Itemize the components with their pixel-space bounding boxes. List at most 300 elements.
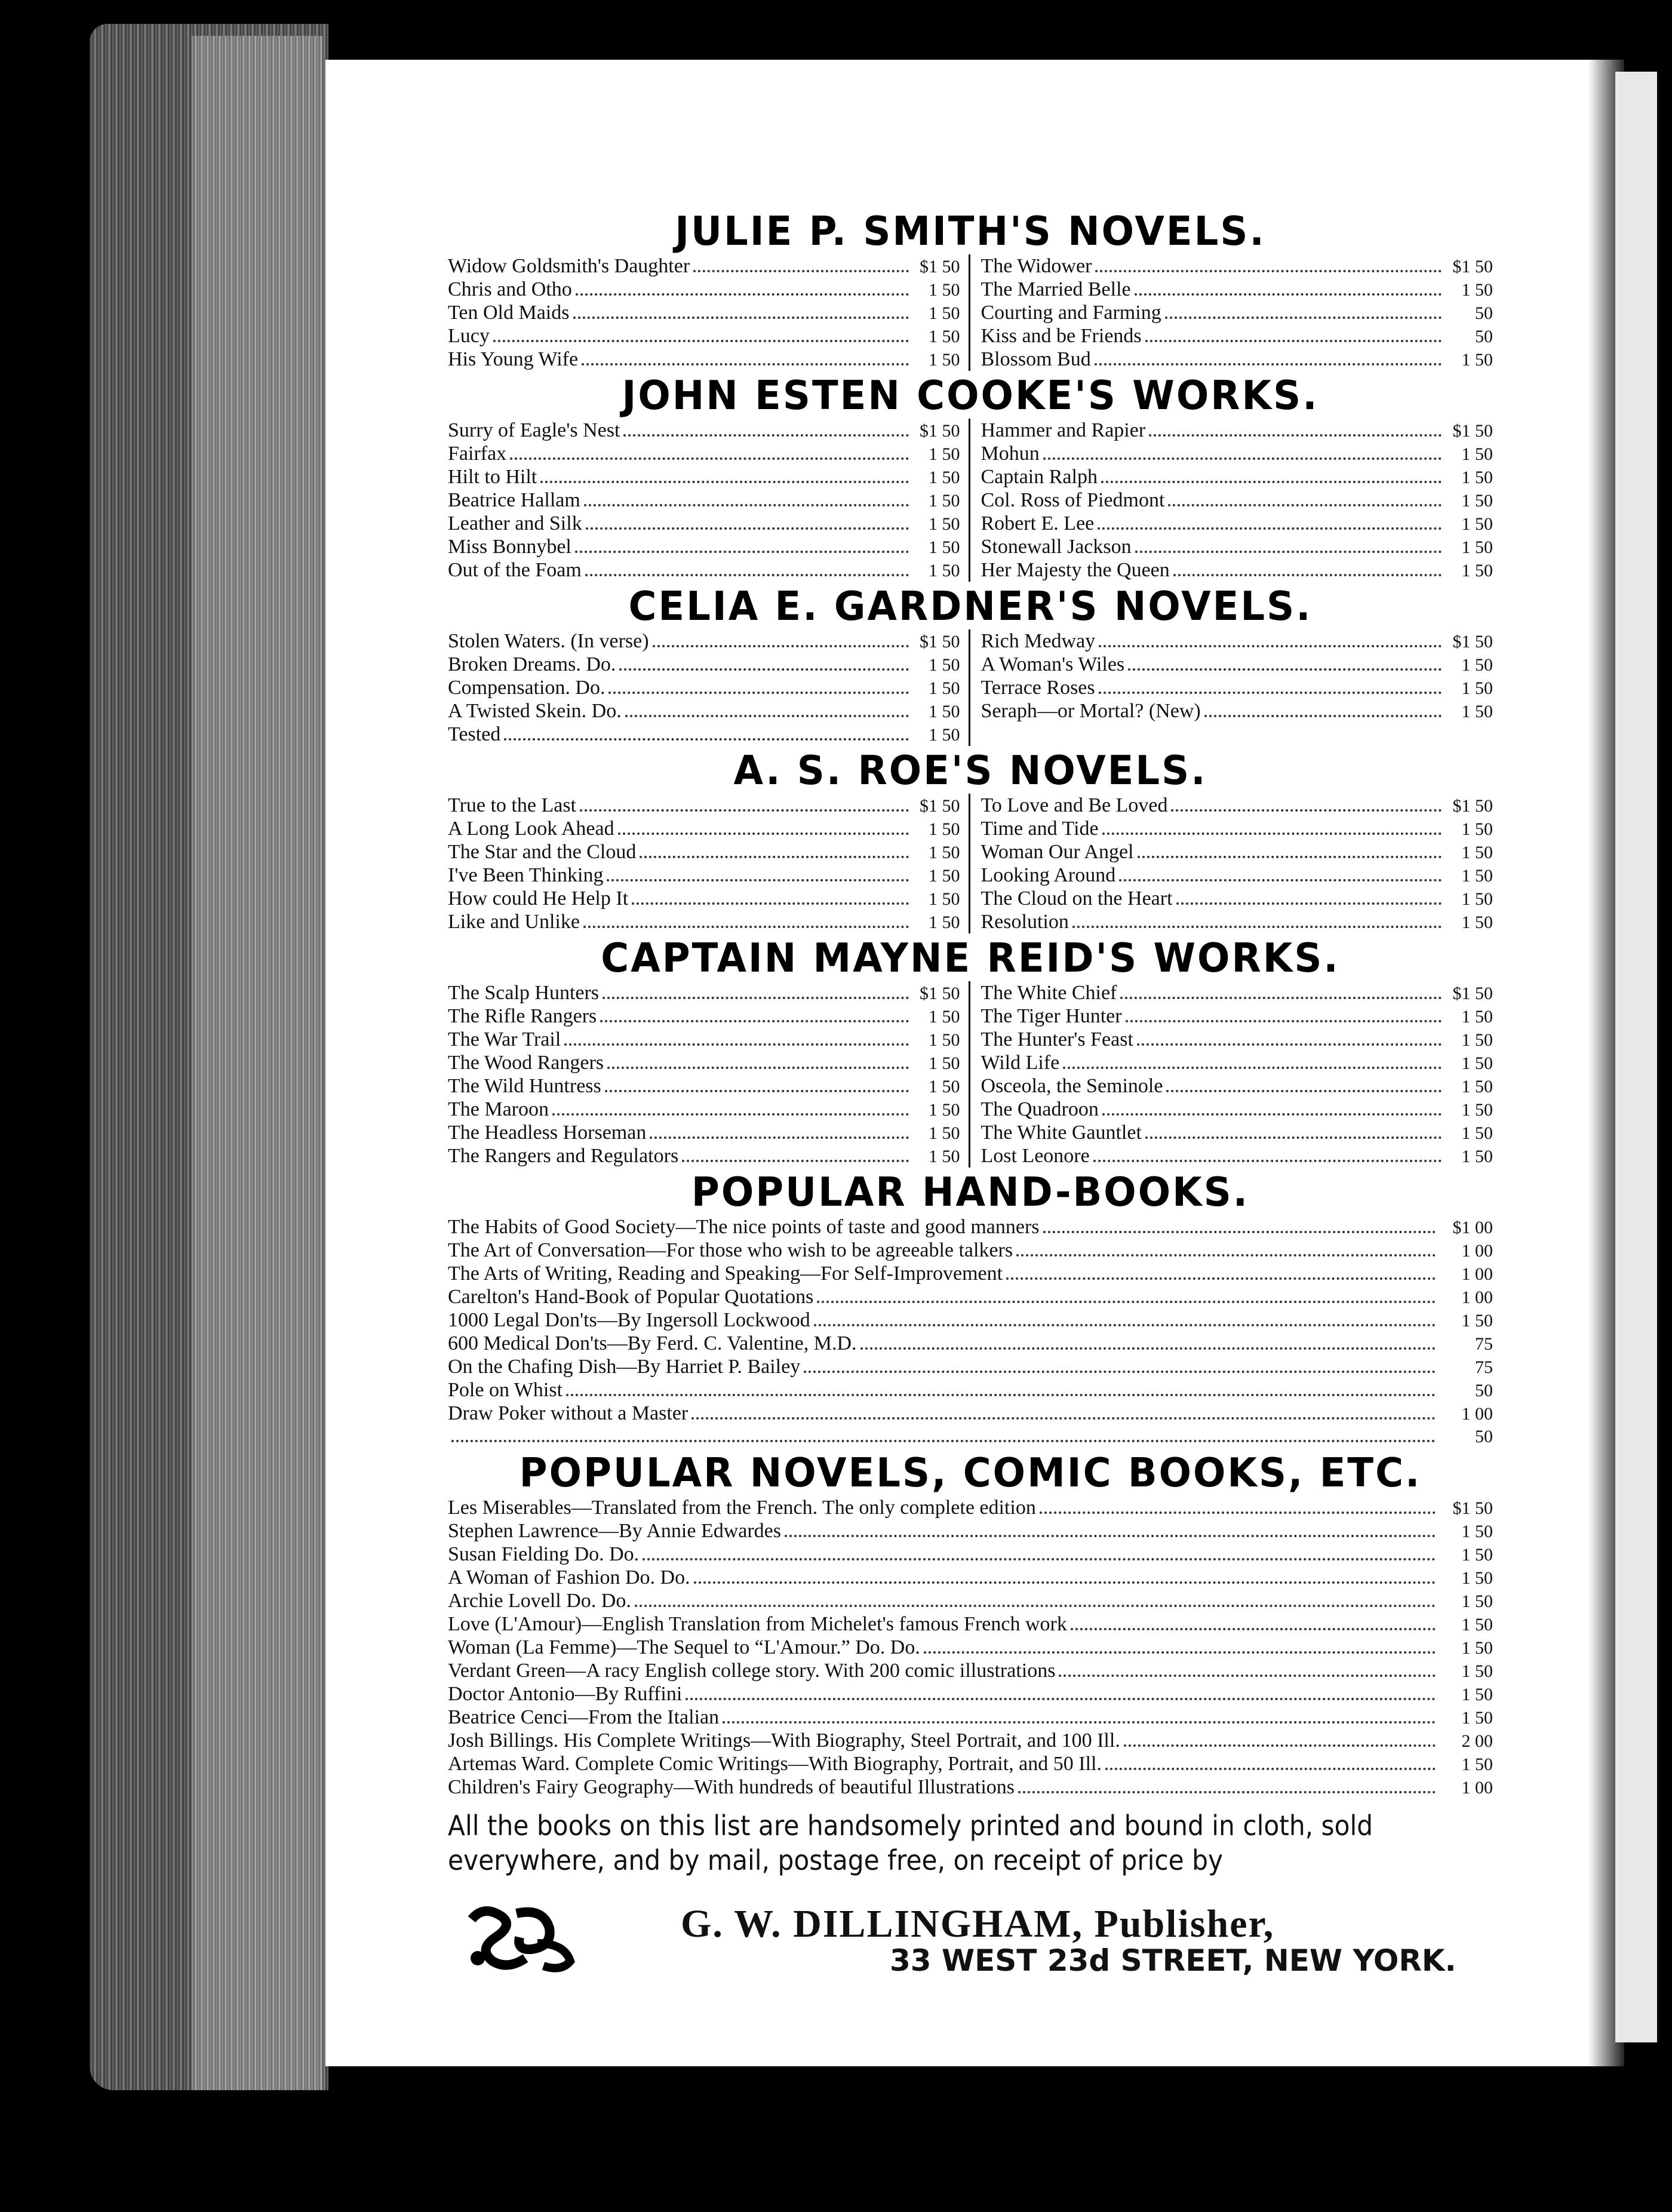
book-title: Beatrice Hallam [448, 489, 580, 511]
book-title: Verdant Green—A racy English college story. With 200 comic illustrations [448, 1660, 1056, 1682]
left-column [448, 981, 970, 1168]
dot-leader [640, 856, 908, 858]
dot-leader [504, 738, 908, 741]
dot-leader [566, 1394, 1436, 1396]
list-item [448, 1098, 960, 1121]
list-item [448, 1144, 960, 1168]
book-title: Her Majesty the Queen [981, 559, 1170, 581]
book-title: The Habits of Good Society—The nice points of taste and good manners [448, 1216, 1040, 1238]
book-price: 1 50 [929, 1030, 960, 1050]
book-price: 1 50 [1461, 913, 1493, 932]
list-item [448, 1775, 1493, 1799]
dot-leader [1101, 481, 1442, 483]
book-title: Carelton's Hand-Book of Popular Quotations [448, 1286, 814, 1308]
dot-leader [1099, 645, 1442, 647]
book-title: The Rifle Rangers [448, 1005, 597, 1027]
book-title: Surry of Eagle's Nest [448, 419, 620, 441]
book-price: 1 50 [929, 1077, 960, 1096]
dot-leader [723, 1721, 1436, 1723]
list-item [448, 653, 960, 676]
book-title: Artemas Ward. Complete Comic Writings—With Biography, Portrait, and 50 Ill. [448, 1753, 1102, 1775]
book-title: Woman (La Femme)—The Sequel to “L'Amour.” Do. Do. [448, 1636, 920, 1658]
author-section [448, 209, 1493, 371]
list-item [981, 535, 1493, 558]
book-price: 1 50 [1461, 1100, 1493, 1120]
book-price: 1 50 [929, 468, 960, 487]
two-column-list [448, 419, 1493, 582]
dot-leader [1043, 1231, 1436, 1233]
book-title: Woman Our Angel [981, 841, 1134, 863]
dot-leader [1176, 902, 1442, 905]
list-item [448, 1496, 1493, 1519]
book-title: Captain Ralph [981, 466, 1098, 488]
book-title: Hilt to Hilt [448, 466, 537, 488]
list-item [981, 864, 1493, 887]
list-item [981, 348, 1493, 371]
book-price: 1 00 [1461, 1404, 1493, 1424]
right-column [981, 419, 1493, 582]
dot-leader [1137, 1043, 1442, 1046]
list-item [448, 1074, 960, 1098]
section-heading: CAPTAIN MAYNE REID'S WORKS. [601, 935, 1340, 982]
book-title: The Quadroon [981, 1098, 1099, 1120]
right-column [981, 794, 1493, 933]
book-title: Les Miserables—Translated from the French. The only complete edition [448, 1497, 1036, 1519]
dot-leader [1016, 1254, 1436, 1256]
list-item [448, 629, 960, 653]
book-title: The Star and the Cloud [448, 841, 637, 863]
dot-leader [510, 457, 908, 460]
dot-leader [1059, 1675, 1436, 1677]
book-price: 1 50 [929, 350, 960, 370]
book-price: 1 50 [929, 1123, 960, 1143]
dot-leader [1105, 1768, 1436, 1770]
dot-leader [785, 1535, 1436, 1537]
book-price: $1 50 [1452, 257, 1493, 276]
list-item [448, 1706, 1493, 1729]
dot-leader [1063, 1067, 1442, 1069]
book-title: Rich Medway [981, 630, 1096, 652]
book-price: 1 50 [929, 702, 960, 721]
book-title: The Rangers and Regulators [448, 1145, 679, 1167]
book-price: 1 50 [1461, 537, 1493, 557]
book-price: $1 50 [920, 421, 960, 441]
book-price: 1 50 [1461, 1311, 1493, 1331]
dot-leader [1128, 668, 1442, 671]
book-price: 1 50 [929, 889, 960, 909]
list-item [981, 558, 1493, 582]
list-item [448, 699, 960, 723]
list-item [448, 1636, 1493, 1659]
dot-leader [603, 997, 908, 999]
list-item [448, 1402, 1493, 1425]
dot-leader [650, 1136, 908, 1139]
dot-leader [1071, 1628, 1436, 1630]
section-heading: POPULAR NOVELS, COMIC BOOKS, ETC. [519, 1450, 1422, 1497]
dot-leader [1006, 1277, 1436, 1280]
book-price: 50 [1475, 1381, 1493, 1400]
right-column [981, 254, 1493, 371]
dot-leader [1095, 270, 1442, 272]
dot-leader [583, 926, 909, 928]
list-item [981, 1004, 1493, 1028]
two-column-list [448, 629, 1493, 746]
list-item [448, 1659, 1493, 1682]
list-item [981, 1098, 1493, 1121]
book-title: Looking Around [981, 864, 1116, 886]
book-price: 1 00 [1461, 1778, 1493, 1798]
dot-leader [608, 692, 908, 694]
dot-leader [1040, 1511, 1436, 1514]
book-price: 1 50 [1461, 866, 1493, 886]
list-item [448, 254, 960, 278]
list-item [448, 1519, 1493, 1543]
book-title: The Hunter's Feast [981, 1028, 1133, 1050]
book-title: Hammer and Rapier [981, 419, 1146, 441]
section-heading: A. S. ROE'S NOVELS. [733, 748, 1207, 794]
list-item [981, 817, 1493, 840]
list-item [448, 1612, 1493, 1636]
right-column [981, 981, 1493, 1168]
list-item [448, 1262, 1493, 1285]
book-title: True to the Last [448, 794, 577, 816]
book-price: $1 50 [1452, 421, 1493, 441]
list-item [981, 629, 1493, 653]
list-item [448, 1425, 1493, 1448]
list-item [981, 840, 1493, 864]
list-item [448, 1028, 960, 1051]
book-title: Like and Unlike [448, 911, 580, 933]
book-price: 1 50 [1461, 1755, 1493, 1774]
book-title: Stephen Lawrence—By Annie Edwardes [448, 1520, 781, 1542]
book-price: 50 [1475, 327, 1493, 346]
list-item [981, 1144, 1493, 1168]
book-price: 1 50 [929, 303, 960, 323]
list-item [981, 442, 1493, 465]
list-item [448, 465, 960, 489]
list-item [981, 278, 1493, 301]
book-price: 1 50 [1461, 561, 1493, 580]
book-price: 1 50 [929, 280, 960, 300]
dot-leader [1168, 504, 1442, 506]
list-item [448, 794, 960, 817]
dot-leader [691, 1417, 1436, 1420]
book-title: On the Chafing Dish—By Harriet P. Bailey [448, 1356, 801, 1378]
book-price: 1 50 [929, 1147, 960, 1166]
book-price: 1 00 [1461, 1288, 1493, 1307]
dot-leader [1135, 293, 1442, 296]
list-item [448, 910, 960, 933]
book-title: The Widower [981, 255, 1092, 277]
list-item [981, 1028, 1493, 1051]
book-price: 75 [1475, 1334, 1493, 1354]
list-item [448, 887, 960, 910]
book-title: The Maroon [448, 1098, 549, 1120]
book-price: 1 50 [929, 913, 960, 932]
dot-leader [575, 551, 909, 553]
book-price: 1 50 [1461, 889, 1493, 909]
book-price: 1 50 [929, 655, 960, 675]
two-column-list [448, 794, 1493, 933]
book-price: 1 50 [1461, 1077, 1493, 1096]
book-title: Tested [448, 723, 501, 745]
dot-leader [584, 504, 909, 506]
footer-note: All the books on this list are handsomely printed and bound in cloth, sold everywhere, and by mail, postage free, on receipt of price by [448, 1809, 1373, 1876]
list-item [448, 1566, 1493, 1589]
dot-leader [623, 434, 908, 437]
two-column-list [448, 981, 1493, 1168]
list-item [448, 1215, 1493, 1239]
book-title: Ten Old Maids [448, 302, 570, 324]
dot-leader [564, 1043, 908, 1046]
book-price: 1 50 [1461, 1053, 1493, 1073]
dot-leader [618, 832, 909, 835]
author-section [448, 936, 1493, 1168]
dot-leader [860, 1347, 1436, 1350]
book-title: How could He Help It [448, 887, 629, 910]
book-price: 1 50 [1461, 702, 1493, 721]
book-title: A Long Look Ahead [448, 818, 614, 840]
book-title: The Tiger Hunter [981, 1005, 1122, 1027]
book-title: Doctor Antonio—By Ruffini [448, 1683, 683, 1705]
book-price: 1 50 [1461, 655, 1493, 675]
book-price: 1 50 [929, 491, 960, 511]
list-item [981, 1074, 1493, 1098]
list-item [448, 981, 960, 1004]
book-title: Widow Goldsmith's Daughter [448, 255, 690, 277]
book-price: 50 [1475, 1427, 1493, 1446]
book-title: Blossom Bud [981, 348, 1091, 370]
list-item [448, 1308, 1493, 1332]
dot-leader [576, 293, 909, 296]
list-item [448, 817, 960, 840]
book-price: 1 50 [1461, 444, 1493, 464]
left-column [448, 794, 970, 933]
handbook-list [448, 1215, 1493, 1448]
book-title: Lucy [448, 325, 490, 347]
dot-leader [635, 1605, 1436, 1607]
author-section [448, 748, 1493, 933]
list-item [448, 1543, 1493, 1566]
list-item [981, 324, 1493, 348]
book-price: 1 50 [929, 1100, 960, 1120]
book-price: 1 50 [1461, 819, 1493, 839]
book-title: Robert E. Lee [981, 512, 1095, 534]
dot-leader [643, 1558, 1436, 1560]
book-price: 1 50 [929, 866, 960, 886]
book-title: Pole on Whist [448, 1379, 563, 1401]
dot-leader [625, 715, 909, 717]
book-title: Love (L'Amour)—English Translation from Michelet's famous French work [448, 1613, 1067, 1635]
list-item [981, 653, 1493, 676]
book-price: 1 50 [1461, 1522, 1493, 1541]
book-title: Time and Tide [981, 818, 1099, 840]
book-title: The Arts of Writing, Reading and Speaking—For Self-Improvement [448, 1262, 1003, 1285]
dot-leader [814, 1324, 1436, 1326]
book-price: 1 50 [1461, 1147, 1493, 1166]
dot-leader [451, 1440, 1436, 1442]
book-price: 1 50 [929, 1053, 960, 1073]
author-section [448, 373, 1493, 582]
dot-leader [585, 574, 909, 576]
book-title: Lost Leonore [981, 1145, 1090, 1167]
book-price: 1 50 [1461, 1592, 1493, 1611]
list-item [448, 1004, 960, 1028]
book-price: 1 50 [1461, 1685, 1493, 1704]
section-heading: JULIE P. SMITH'S NOVELS. [675, 208, 1266, 255]
book-title: The Wild Huntress [448, 1075, 601, 1097]
publisher-address: 33 WEST 23d STREET, NEW YORK. [890, 1943, 1456, 1978]
book-price: 1 50 [929, 514, 960, 534]
book-title: The Cloud on the Heart [981, 887, 1173, 910]
book-title: I've Been Thinking [448, 864, 604, 886]
publisher-monogram-icon [460, 1901, 579, 1973]
book-title: Mohun [981, 443, 1040, 465]
book-title: Josh Billings. His Complete Writings—With Biography, Steel Portrait, and 100 Ill. [448, 1729, 1120, 1752]
book-price: 1 50 [1461, 1661, 1493, 1681]
left-column [448, 629, 970, 746]
dot-leader [552, 1113, 908, 1116]
book-title: A Twisted Skein. Do. [448, 700, 622, 722]
book-title: The White Chief [981, 982, 1117, 1004]
book-price: 1 50 [929, 537, 960, 557]
book-title: The Art of Conversation—For those who wish to be agreeable talkers [448, 1239, 1013, 1261]
list-item [981, 419, 1493, 442]
dot-leader [580, 809, 908, 812]
dot-leader [600, 1020, 908, 1022]
dot-leader [1095, 363, 1442, 365]
book-price: $1 50 [920, 984, 960, 1003]
dot-leader [493, 340, 909, 342]
list-item [448, 324, 960, 348]
list-item [448, 1378, 1493, 1402]
dot-leader [1126, 1020, 1442, 1022]
list-item [448, 723, 960, 746]
list-item [981, 981, 1493, 1004]
list-item [448, 535, 960, 558]
dot-leader [817, 1301, 1436, 1303]
dot-leader [1204, 715, 1442, 717]
book-title: Chris and Otho [448, 278, 572, 300]
list-item [448, 1332, 1493, 1355]
book-title: Miss Bonnybel [448, 536, 571, 558]
book-title: The Headless Horseman [448, 1122, 647, 1144]
book-price: 75 [1475, 1357, 1493, 1377]
dot-leader [573, 317, 909, 319]
book-price: $1 50 [920, 796, 960, 816]
book-title: Col. Ross of Piedmont [981, 489, 1165, 511]
book-price: 1 50 [929, 678, 960, 698]
book-price: 1 50 [1461, 1007, 1493, 1027]
list-item [981, 301, 1493, 324]
dot-leader [1120, 997, 1442, 999]
section-heading: CELIA E. GARDNER'S NOVELS. [628, 583, 1313, 630]
list-item [448, 1239, 1493, 1262]
list-item [981, 512, 1493, 535]
list-item [448, 1682, 1493, 1706]
book-title: Fairfax [448, 443, 507, 465]
book-title: Draw Poker without a Master [448, 1402, 689, 1424]
book-title: Beatrice Cenci—From the Italian [448, 1706, 720, 1728]
catalog-content [448, 209, 1493, 1978]
book-price: 1 50 [1461, 1615, 1493, 1635]
publisher-name: G. W. DILLINGHAM, Publisher, [681, 1902, 1275, 1946]
book-title: Out of the Foam [448, 559, 582, 581]
book-price: 1 50 [1461, 1545, 1493, 1565]
list-item [981, 254, 1493, 278]
book-price: 1 50 [1461, 1123, 1493, 1143]
list-item [448, 419, 960, 442]
list-item [981, 489, 1493, 512]
book-price: 1 50 [929, 327, 960, 346]
book-title: Broken Dreams. Do. [448, 653, 616, 675]
book-title: Courting and Farming [981, 302, 1161, 324]
left-column [448, 419, 970, 582]
book-title: A Woman's Wiles [981, 653, 1125, 675]
list-item [448, 840, 960, 864]
dot-leader [540, 481, 908, 483]
facing-page-edge [1615, 72, 1657, 2042]
dot-leader [1072, 926, 1442, 928]
list-item [448, 1051, 960, 1074]
dot-leader [586, 527, 909, 530]
book-price: 1 00 [1461, 1264, 1493, 1284]
dot-leader [1173, 574, 1442, 576]
list-item [448, 1752, 1493, 1775]
book-price: $1 50 [1452, 796, 1493, 816]
book-price: 1 50 [1461, 468, 1493, 487]
book-title: Children's Fairy Geography—With hundreds of beautiful Illustrations [448, 1776, 1015, 1798]
book-price: 1 50 [1461, 350, 1493, 370]
list-item [448, 301, 960, 324]
book-price: $1 50 [1452, 632, 1493, 652]
book-price: $1 50 [1452, 1498, 1493, 1518]
book-price: 1 50 [1461, 1638, 1493, 1658]
list-item [981, 1121, 1493, 1144]
book-price: 1 50 [929, 843, 960, 862]
list-item [981, 910, 1493, 933]
list-item [448, 558, 960, 582]
book-title: A Woman of Fashion Do. Do. [448, 1566, 690, 1589]
list-item [448, 1589, 1493, 1612]
right-column [981, 629, 1493, 746]
handbooks-section [448, 1170, 1493, 1448]
book-title: Compensation. Do. [448, 677, 606, 699]
book-price: 1 50 [1461, 1030, 1493, 1050]
book-title: Archie Lovell Do. Do. [448, 1590, 631, 1612]
list-item [448, 278, 960, 301]
two-column-list [448, 254, 1493, 371]
dot-leader [1166, 1090, 1442, 1092]
dot-leader [1093, 1160, 1442, 1162]
book-title: Wild Life [981, 1052, 1060, 1074]
book-price: 1 50 [1461, 280, 1493, 300]
list-item [448, 442, 960, 465]
publisher-block [448, 1901, 1493, 1978]
dot-leader [607, 879, 908, 881]
novels-section [448, 1451, 1493, 1799]
dot-leader [1145, 340, 1442, 342]
list-item [448, 1355, 1493, 1378]
dot-leader [1098, 527, 1442, 530]
dot-leader [1119, 879, 1442, 881]
book-price: 1 50 [929, 561, 960, 580]
dot-leader [1102, 1113, 1442, 1116]
book-title: Stonewall Jackson [981, 536, 1132, 558]
book-price: 1 50 [929, 1007, 960, 1027]
book-title: Susan Fielding Do. Do. [448, 1543, 640, 1565]
dot-leader [1124, 1744, 1436, 1747]
